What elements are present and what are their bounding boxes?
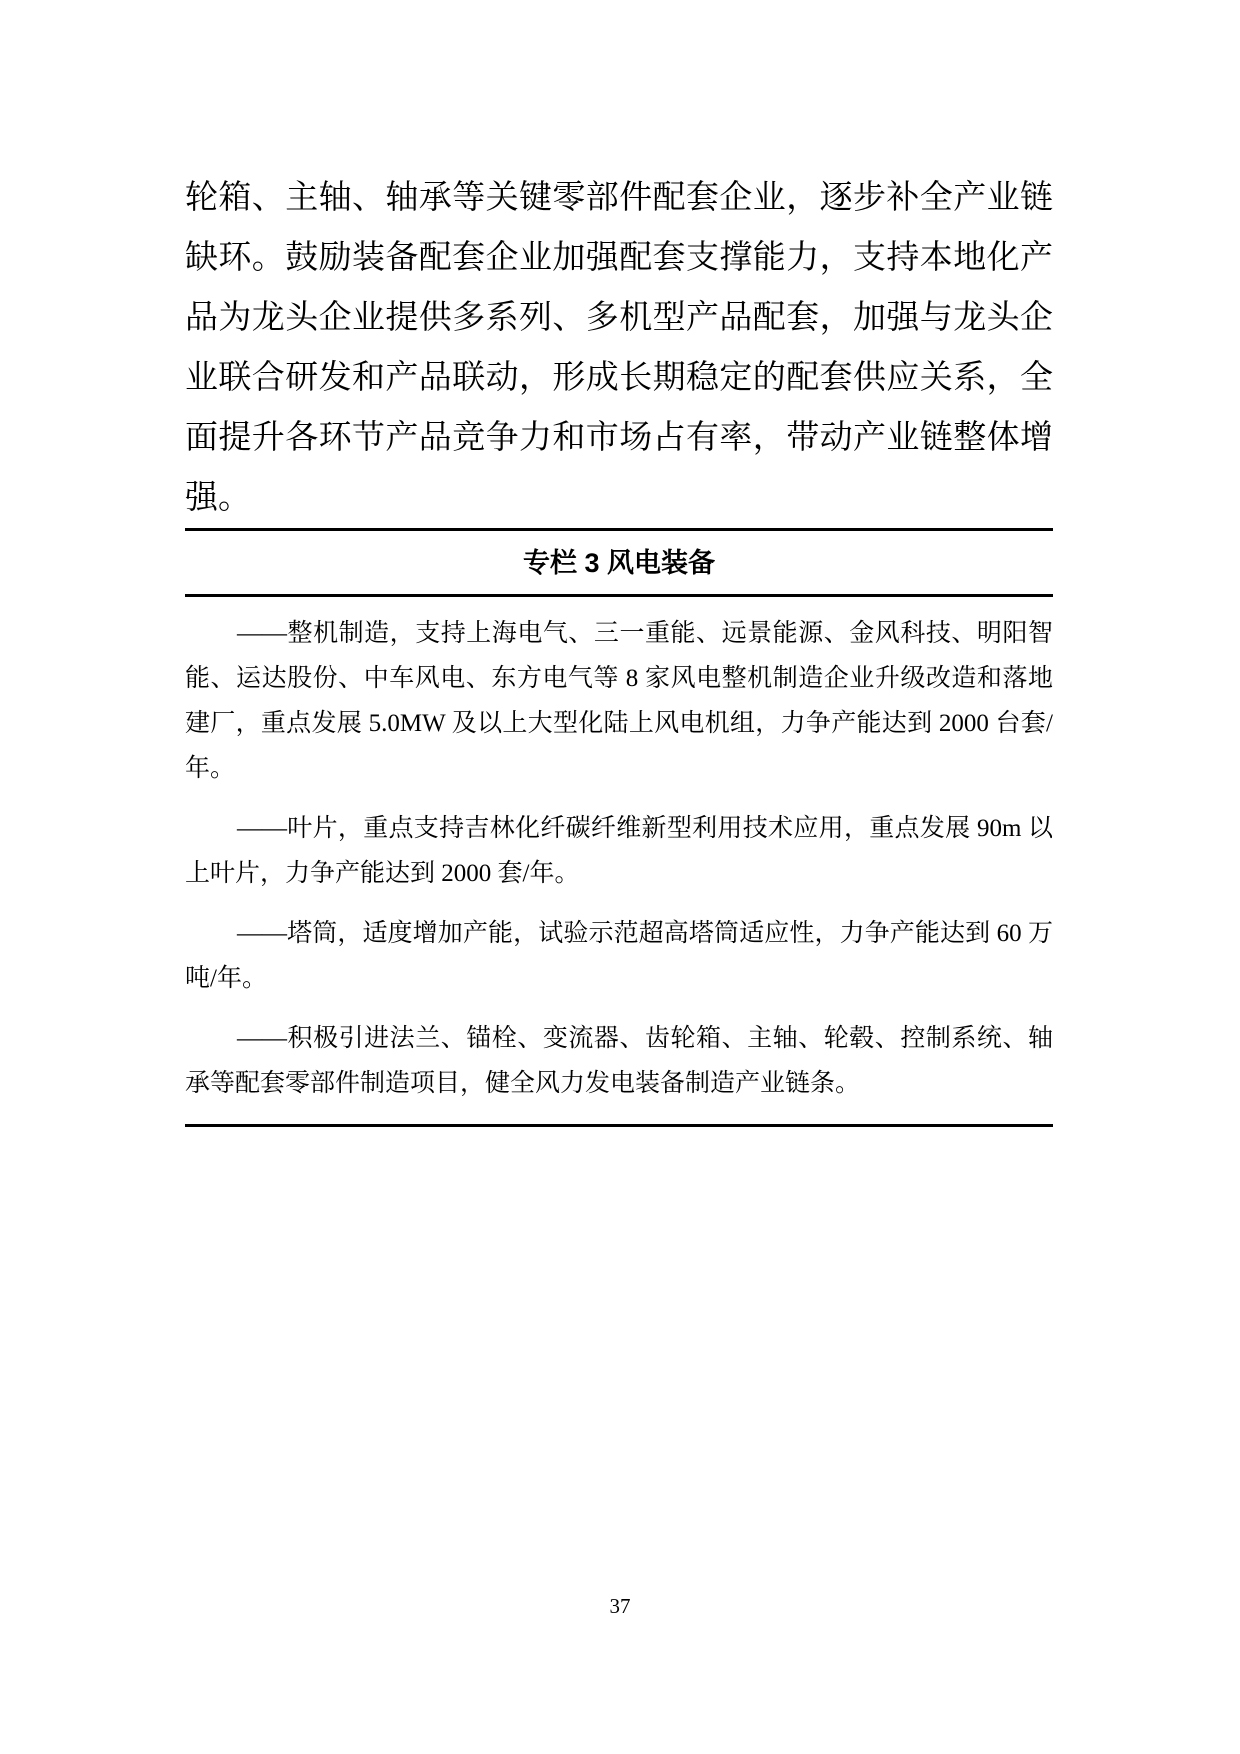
feature-box-paragraph: ——叶片，重点支持吉林化纤碳纤维新型利用技术应用，重点发展 90m 以上叶片，力争产能达到 2000 套/年。 [185,815,1053,887]
feature-box-paragraph: ——积极引进法兰、锚栓、变流器、齿轮箱、主轴、轮毂、控制系统、轴承等配套零部件制造项目，健全风力发电装备制造产业链条。 [185,1025,1053,1097]
text-column [185,168,1053,1127]
feature-box [185,528,1053,1127]
feature-box-paragraph: ——整机制造，支持上海电气、三一重能、远景能源、金风科技、明阳智能、运达股份、中车风电、东方电气等 8 家风电整机制造企业升级改造和落地建厂，重点发展 5.0MW 及以上大型化陆上风电机组，力争产能达到 2000 台套/年。 [185,620,1053,782]
intro-paragraph: 轮箱、主轴、轴承等关键零部件配套企业，逐步补全产业链缺环。鼓励装备配套企业加强配套支撑能力，支持本地化产品为龙头企业提供多系列、多机型产品配套，加强与龙头企业联合研发和产品联动，形成长期稳定的配套供应关系，全面提升各环节产品竞争力和市场占有率，带动产业链整体增强。 [185,180,1053,516]
feature-box-title: 专栏 3 风电装备 [185,531,1053,597]
feature-box-body [185,597,1053,1124]
page-number: 37 [609,1594,631,1618]
feature-box-paragraph: ——塔筒，适度增加产能，试验示范超高塔筒适应性，力争产能达到 60 万吨/年。 [185,920,1053,992]
